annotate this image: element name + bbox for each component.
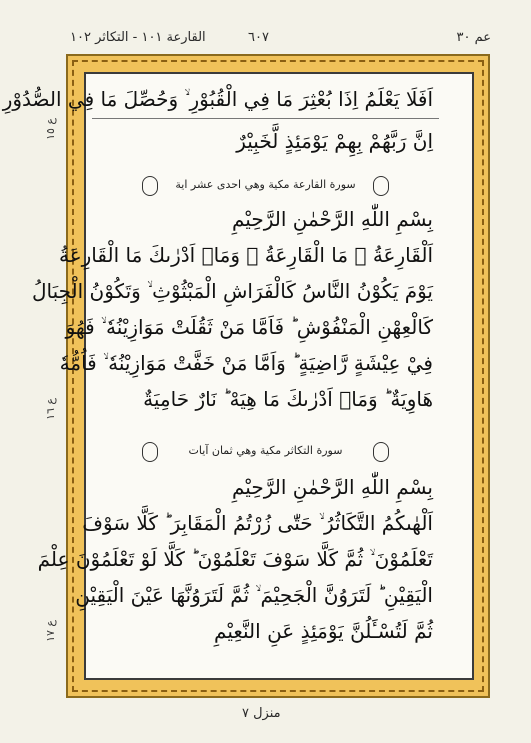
verse-line: هَاوِيَةٌ ؕ وَمَاۤ اَدْرٰىكَ مَا هِيَهْ ؕ نَارٌ حَامِيَةٌ bbox=[143, 387, 433, 411]
manzil-label: منزل ٧ bbox=[242, 706, 281, 721]
verse-line: اَفَلَا يَعْلَمُ اِذَا بُعْثِرَ مَا فِي الْقُبُوْرِ ۙ وَحُصِّلَ مَا فِي الصُّدُوْرِ bbox=[2, 87, 433, 111]
verse-line: كَالْعِهْنِ الْمَنْفُوْشِ ؕ فَاَمَّا مَنْ ثَقُلَتْ مَوَازِيْنُهٗ ۙ فَهُوَ bbox=[65, 315, 433, 339]
surah-title-banner: سورة القارعة مكية وهي احدى عشر اية bbox=[160, 172, 371, 198]
line-rule bbox=[92, 118, 439, 119]
verse-line: تَعْلَمُوْنَ ۙ ثُمَّ كَلَّا سَوْفَ تَعْلَمُوْنَ ؕ كَلَّا لَوْ تَعْلَمُوْنَ عِلْمَ bbox=[37, 547, 433, 571]
ruku-marker: ع ١٥ bbox=[44, 118, 57, 140]
verse-line: الْيَقِيْنِ ؕ لَتَرَوُنَّ الْجَحِيْمَ ۙ ثُمَّ لَتَرَوُنَّهَا عَيْنَ الْيَقِيْنِ bbox=[75, 583, 433, 607]
verse-line: اَلْهٰىكُمُ التَّكَاثُرُ ۙ حَتّٰى زُرْتُمُ الْمَقَابِرَ ؕ كَلَّا سَوْفَ bbox=[82, 511, 433, 535]
verse-line: اِنَّ رَبَّهُمْ بِهِمْ يَوْمَئِذٍ لَّخَبِيْرٌ bbox=[236, 129, 433, 153]
page-number: ٦٠٧ bbox=[248, 30, 269, 45]
basmala-line: بِسْمِ اللّٰهِ الرَّحْمٰنِ الرَّحِيْمِ bbox=[231, 475, 433, 499]
ruku-marker: ع ١٦ bbox=[44, 398, 57, 420]
juz-label: عم ٣٠ bbox=[456, 30, 491, 45]
verse-line: فِيْ عِيْشَةٍ رَّاضِيَةٍ ؕ وَاَمَّا مَنْ خَفَّتْ مَوَازِيْنُهٗ ۙ فَاُمُّهٗ bbox=[59, 351, 433, 375]
verse-line: اَلْقَارِعَةُ ۙ مَا الْقَارِعَةُ ۚ وَمَاۤ اَدْرٰىكَ مَا الْقَارِعَةُ bbox=[58, 243, 433, 267]
ruku-marker: ع ١٧ bbox=[44, 620, 57, 642]
verse-line: ثُمَّ لَتُسْـَٔلُنَّ يَوْمَئِذٍ عَنِ النَّعِيْمِ bbox=[214, 619, 433, 643]
surah-range-label: القارعة ١٠١ - التكاثر ١٠٢ bbox=[70, 30, 206, 45]
basmala-line: بِسْمِ اللّٰهِ الرَّحْمٰنِ الرَّحِيْمِ bbox=[231, 207, 433, 231]
surah-title-banner: سورة التكاثر مكية وهي ثمان آيات bbox=[160, 438, 371, 464]
verse-line: يَوْمَ يَكُوْنُ النَّاسُ كَالْفَرَاشِ الْمَبْثُوْثِ ۙ وَتَكُوْنُ الْجِبَالُ bbox=[31, 279, 433, 303]
